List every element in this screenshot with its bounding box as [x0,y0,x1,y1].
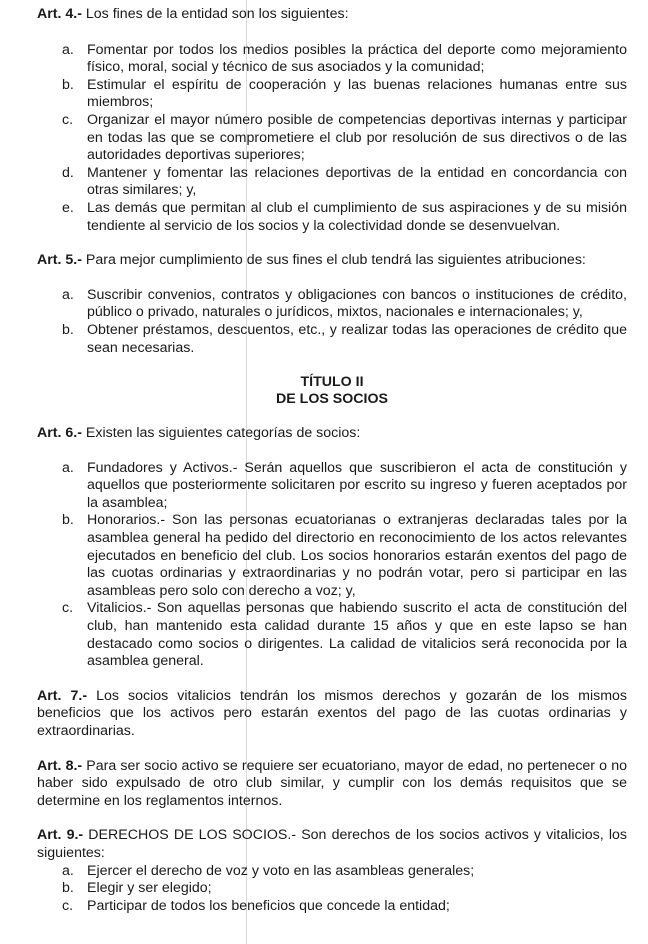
article-9-text: DERECHOS DE LOS SOCIOS.- Son derechos de los socios activos y vitalicios, los siguientes: [37,827,627,861]
article-7-label: Art. 7.- [37,687,88,704]
article-4-heading [37,6,627,24]
section-title [37,374,627,408]
item-text: Ejercer el derecho de voz y voto en las asambleas generales; [87,862,475,879]
item-marker: a. [62,862,74,879]
article-6-label: Art. 6.- [37,425,82,442]
item-marker: c. [62,600,74,617]
item-marker: b. [62,880,74,897]
item-text: Suscribir convenios, contratos y obligaciones con bancos o instituciones de crédito, público o privado, naturales o jurídicos, mixtos, nacionales e internacionales; y, [87,286,627,321]
item-marker: a. [62,41,74,58]
article-7-text: Los socios vitalicios tendrán los mismos derechos y gozarán de los mismos beneficios que los activos pero estarán exentos del pago de las cuotas ordinarias y extraordinarias. [37,687,627,739]
article-4-label: Art. 4.- [37,6,82,22]
item-marker: c. [62,897,74,914]
article-5-text: Para mejor cumplimiento de sus fines el club tendrá las siguientes atribuciones: [85,252,586,269]
title-line-2: DE LOS SOCIOS [276,391,388,408]
list-item [37,512,627,600]
item-text: Estimular el espíritu de cooperación y las buenas relaciones humanas entre sus miembros; [87,76,627,111]
article-4-list [37,42,627,236]
article-9-label: Art. 9.- [37,827,84,844]
item-text: Participar de todos los beneficios que concede la entidad; [87,897,450,914]
item-text: Mantener y fomentar las relaciones deportivas de la entidad en concordancia con otras similares; y, [87,164,627,199]
item-text: Obtener préstamos, descuentos, etc., y realizar todas las operaciones de crédito que sean necesarias. [87,321,627,356]
title-line-1: TÍTULO II [300,374,364,391]
item-text: Vitalicios.- Son aquellas personas que habiendo suscrito el acta de constitución del club, han mantenido esta calidad durante 15 años y que en este lapso se han destacado como socios o dirigentes. La calidad de vitalicios será reconocida por la asamblea general. [87,600,627,670]
list-item [37,863,627,881]
article-6-text: Existen las siguientes categorías de socios: [85,425,361,442]
article-5-label: Art. 5.- [37,252,82,269]
item-marker: a. [62,459,74,476]
article-9-list [37,863,627,916]
list-item [37,600,627,670]
item-marker: e. [62,199,74,216]
item-marker: c. [62,111,74,128]
item-text: Fundadores y Activos.- Serán aquellos que suscribieron el acta de constitución y aquellos que posteriormente solicitaren por escrito su ingreso y fueren aceptados por la asamblea; [87,459,627,511]
list-item [37,322,627,357]
item-text: Elegir y ser elegido; [87,880,212,897]
list-item [37,460,627,513]
item-marker: b. [62,512,74,529]
list-item [37,880,627,898]
article-4-text: Los fines de la entidad son los siguientes: [85,6,349,22]
document-page [37,6,627,915]
article-5-heading [37,252,627,270]
list-item [37,112,627,165]
list-item [37,77,627,112]
article-8-label: Art. 8.- [37,757,83,774]
article-6-heading [37,425,627,443]
list-item [37,42,627,77]
article-7-paragraph [37,688,627,741]
list-item [37,165,627,200]
item-text: Honorarios.- Son las personas ecuatorianas o extranjeras declaradas tales por la asamblea general ha pedido del directorio en reconocimiento de los actos relevantes ejecutados en beneficio del club. Los socios honorarios estarán exentos del pago de las cuotas ordinarias y extraordinarias y no podrán votar, pero si participar en las asambleas pero solo con derecho a voz; y, [87,512,627,599]
article-8-text: Para ser socio activo se requiere ser ecuatoriano, mayor de edad, no pertenecer o no haber sido expulsado de otro club similar, y cumplir con los demás requisitos que se determine en los reglamentos internos. [37,757,627,809]
list-item [37,898,627,916]
item-marker: b. [62,321,74,338]
item-text: Organizar el mayor número posible de competencias deportivas internas y participar en todas las que se comprometiere el club por resolución de sus directivos o de las autoridades deportivas superiores; [87,111,627,164]
item-marker: d. [62,164,74,181]
article-5-list [37,287,627,357]
item-marker: a. [62,286,74,303]
list-item [37,200,627,235]
article-8-paragraph [37,758,627,811]
list-item [37,287,627,322]
article-9-heading [37,827,627,862]
article-6-list [37,460,627,671]
item-text: Fomentar por todos los medios posibles la práctica del deporte como mejoramiento físico, moral, social y técnico de sus asociados y la comunidad; [87,41,627,76]
item-text: Las demás que permitan al club el cumplimiento de sus aspiraciones y de su misión tendiente al servicio de los socios y la colectividad donde se desenvuelvan. [87,199,627,234]
item-marker: b. [62,76,74,93]
